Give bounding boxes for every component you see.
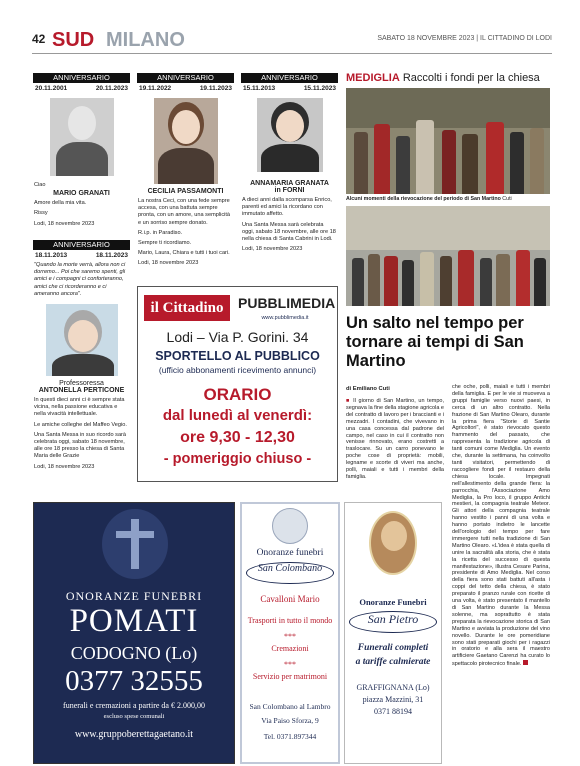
section-title-sud: SUD: [52, 29, 95, 51]
obit-text: Amore della mia vita.: [34, 200, 87, 207]
greeting-text: Ciao: [34, 182, 46, 188]
date-to: 20.11.2023: [95, 85, 128, 92]
date-to: 15.11.2023: [303, 85, 336, 92]
obit-text: La nostra Ceci, con una fede sempre accesa, con una battuta sempre pronta, con un amore, una semplicità e un sorriso sempre donato.: [138, 198, 231, 226]
article-kicker: [346, 72, 550, 84]
article-column-2: [452, 384, 550, 766]
portrait-photo: [50, 98, 114, 176]
article-text-1: Il giorno di San Martino, un tempo, segnava la fine della stagione agricola e del contratto di lavoro per i braccianti e i mezzadri. I contadini, che vivevano in una casa concessa dal padrone del campo, nel caso in cui il contratto non venisse rinnovato, erano costretti a traslocare. Su un carro ponevano le poche cose di proprietà: mobili, legname e scorte di viveri ma anche, polli, maiali e tutti i membri della famiglia.: [346, 398, 444, 480]
pomati-city: CODOGNO (Lo): [70, 643, 198, 663]
article-text-2: che oche, polli, maiali e tutti i membri della famiglia. E per le vie si muoveva a gruppi famiglie verso nuovi paesi, in cerca di un altro contratto. Nella frazione di San Martino Olearo, durante la prima fiera "Storie di Santie Agricoltori", è stato rievocato questo frammento del passato, che rappresenta la tradizione agricola di tanti comuni come Mediglia. Un evento che, durante la settimana, ha coinvolto tanti visitatori, permettendo di raccogliere fondi per il restauro della chiesa locale. Impegnati nell'allestimento della grande fiera: la parrocchia, l'Associazione Amo Mediglia, la Pro loco, il gruppo Antichi mestieri, la compagnia teatrale Meteor. Gli attori della compagnia teatrale hanno vestito i panni di una volta e hanno portato indietro le lancette dell'orologio del tempo per fare immergere tutti nella tradizione di San Martino Olearo. «L'idea è stata quella di unire la sacralità alla storia, che è stata la ricetta del successo di questa manifestazione», illustra Cesare Parina, presidente di Amo Mediglia. Nel corso della fiera sono stati battuti all'asta i coppi del tetto della chiesa, è stato preparato il pranzo rurale con ricette di una volta, è stato presentato il mantello di San Martino durante la Messa solenne, ma soprattutto è stata preparata la rievocazione storica di San Martino e avviata la produzione del vino novello. Durante le ore pomeridiane sono stati preparati giochi per i ragazzi in oratorio e alla sera il maestro artificiere Gaetano Carenzi ha curato lo spettacolo pirotecnico finale.: [452, 384, 550, 668]
deceased-married-name: in FORNI: [274, 187, 305, 194]
date-from: 19.11.2022: [139, 85, 172, 92]
portrait-photo: [257, 98, 323, 172]
obit-signature: Mario, Laura, Chiara e tutti i tuoi cari.: [138, 250, 230, 257]
pietro-slogan-1: Funerali completi: [357, 643, 429, 653]
deceased-title: Professoressa: [59, 380, 104, 388]
obit-mass-info: Una Santa Messa in suo ricordo sarà celebrata oggi, sabato 18 novembre, alle ore 18 presso la chiesa di Santa Maria delle Grazie: [34, 431, 127, 460]
deceased-name: MARIO GRANATI: [53, 190, 110, 198]
hours-time: ore 9,30 - 12,30: [180, 429, 295, 446]
caption-credit: Cuti: [502, 196, 512, 202]
obit-place-date: Lodi, 18 novembre 2023: [34, 220, 95, 227]
anniversary-label: ANNIVERSARIO: [241, 73, 338, 83]
colombano-stars-2: ***: [284, 660, 296, 669]
office-title: SPORTELLO AL PUBBLICO: [155, 349, 320, 363]
pomati-website[interactable]: www.gruppoberettagaetano.it: [74, 729, 194, 740]
date-to: 18.11.2023: [95, 252, 128, 259]
caption-text: Alcuni momenti della rievocazione del periodo di San Martino: [346, 196, 501, 202]
obit-text: In questi dieci anni ci è sempre stata vicina, nella passione educativa e nella vivacità intellettuale.: [34, 397, 125, 418]
article-column-1: ■ Il giorno di San Martino, un tempo, segnava la fine della stagione agricola e del contratto di lavoro per i braccianti e i mezzadri. I contadini, che vivevano in una casa concessa dal padrone del campo, nel caso in cui il contratto non venisse rinnovato, erano costretti a traslocare. Su un carro ponevano le poche cose di proprietà: mobili, legname e scorte di viveri ma anche, polli, maiali e tutti i membri della famiglia.: [346, 398, 444, 480]
pomati-funeral-ad: [33, 502, 235, 764]
page-header: [32, 28, 552, 54]
date-from: 20.11.2001: [35, 85, 68, 92]
colombano-address-1: San Colombano al Lambro: [249, 702, 331, 711]
office-address: Lodi – Via P. Gorini. 34: [166, 329, 309, 345]
colombano-emblem: [272, 508, 308, 544]
cittadino-logo: il Cittadino: [144, 295, 230, 321]
colombano-person: Cavalloni Mario: [260, 594, 320, 604]
obit-place-date: Lodi, 18 novembre 2023: [34, 463, 95, 470]
obit-signature: Rissy: [34, 210, 48, 217]
cross-emblem: [102, 509, 168, 579]
anniversary-label: ANNIVERSARIO: [33, 240, 130, 250]
date-from: 15.11.2013: [243, 85, 276, 92]
pietro-name: San Pietro: [349, 611, 437, 633]
article-byline: di Emiliano Cuti: [346, 386, 390, 392]
hours-afternoon: - pomeriggio chiuso -: [163, 451, 312, 467]
colombano-address-2: Via Paiso Sforza, 9: [261, 716, 319, 725]
photo-caption: [346, 196, 550, 202]
obit-place-date: Lodi, 18 novembre 2023: [242, 246, 303, 253]
anniversary-label: ANNIVERSARIO: [137, 73, 234, 83]
obit-mass-info: Una Santa Messa sarà celebrata oggi, sabato 18 novembre, alle ore 18 nella chiesa di Santa Cabrini in Lodi.: [242, 221, 336, 243]
pietro-phone: 0371 88194: [374, 707, 412, 716]
obit-place-date: Lodi, 18 novembre 2023: [138, 260, 199, 267]
pietro-top: Onoranze Funebri: [359, 597, 427, 607]
end-mark: [523, 660, 528, 665]
article-headline: Un salto nel tempo per tornare ai tempi di San Martino: [346, 314, 524, 370]
anniversary-label: ANNIVERSARIO: [33, 73, 130, 83]
pomati-name: POMATI: [69, 603, 199, 639]
obit-signature: Le amiche colleghe del Maffeo Vegio.: [34, 421, 127, 428]
hours-days: dal lunedì al venerdì:: [162, 407, 313, 424]
colombano-phone: Tel. 0371.897344: [263, 732, 317, 741]
portrait-photo: [154, 98, 218, 184]
pomati-top: ONORANZE FUNEBRI: [65, 589, 203, 603]
pietro-city: GRAFFIGNANA (Lo): [356, 683, 430, 692]
office-subtitle: (ufficio abbonamenti ricevimento annunci): [158, 365, 317, 375]
deceased-name: ANTONELLA PERTICONE: [38, 387, 125, 395]
colombano-name: San Colombano: [246, 562, 334, 584]
page-number: 42: [32, 32, 46, 46]
obituary-mario-granati: [33, 73, 130, 228]
pietro-slogan-2: a tariffe calmierate: [355, 657, 431, 667]
colombano-line-3: Servizio per matrimoni: [252, 672, 328, 681]
cittadino-office-hours-ad: [137, 286, 338, 482]
colombano-line-1: Trasporti in tutto il mondo: [247, 616, 333, 625]
deceased-name: CECILIA PASSAMONTI: [147, 188, 224, 195]
pomati-note: escluso spese comunali: [103, 713, 165, 720]
section-title-milano: MILANO: [106, 29, 185, 51]
obituary-annamaria-granata: [241, 73, 338, 253]
deceased-name: ANNAMARIA GRANATA: [250, 180, 329, 187]
obit-text-2: R.i.p. in Paradiso.: [138, 229, 183, 236]
san-colombano-funeral-ad: [240, 502, 340, 764]
pubblimedia-logo: PUBBLIMEDIA: [238, 295, 336, 311]
header-date: SABATO 18 NOVEMBRE 2023 | IL CITTADINO DI LODI: [377, 35, 552, 42]
pubblimedia-url: www.pubblimedia.it: [261, 315, 309, 321]
obit-text-3: Sempre ti ricordiamo.: [138, 240, 192, 247]
pomati-phone: 0377 32555: [65, 665, 203, 697]
article-photo-1: [346, 88, 550, 194]
obit-text: A dieci anni dalla scomparsa Enrico, parenti ed amici la ricordano con immutato affetto.: [242, 197, 332, 218]
portrait-photo: [46, 304, 118, 376]
date-to: 19.11.2023: [199, 85, 232, 92]
hours-title: ORARIO: [203, 385, 272, 404]
article-photo-2: [346, 206, 550, 306]
pomati-services: funerali e cremazioni a partire da € 2.000,00: [63, 701, 205, 710]
colombano-top: Onoranze funebri: [256, 548, 324, 558]
obituary-cecilia-passamonti: [137, 73, 234, 268]
date-from: 18.11.2013: [35, 252, 68, 259]
colombano-stars-1: ***: [284, 632, 296, 641]
kicker-town: MEDIGLIA: [346, 72, 400, 84]
pietro-address: piazza Mazzini, 31: [362, 695, 424, 704]
colombano-line-2: Cremazioni: [271, 644, 309, 653]
obituary-antonella-perticone: [33, 240, 130, 471]
kicker-title: Raccolti i fondi per la chiesa: [402, 72, 540, 84]
obit-quote: "Quando la morte verrà, allora non ci dorremo... Poi che saremo spenti, gli amici e i compagni ci conforteranno, amici che ci ricorderanno e ci ameranno ancora".: [34, 262, 126, 297]
